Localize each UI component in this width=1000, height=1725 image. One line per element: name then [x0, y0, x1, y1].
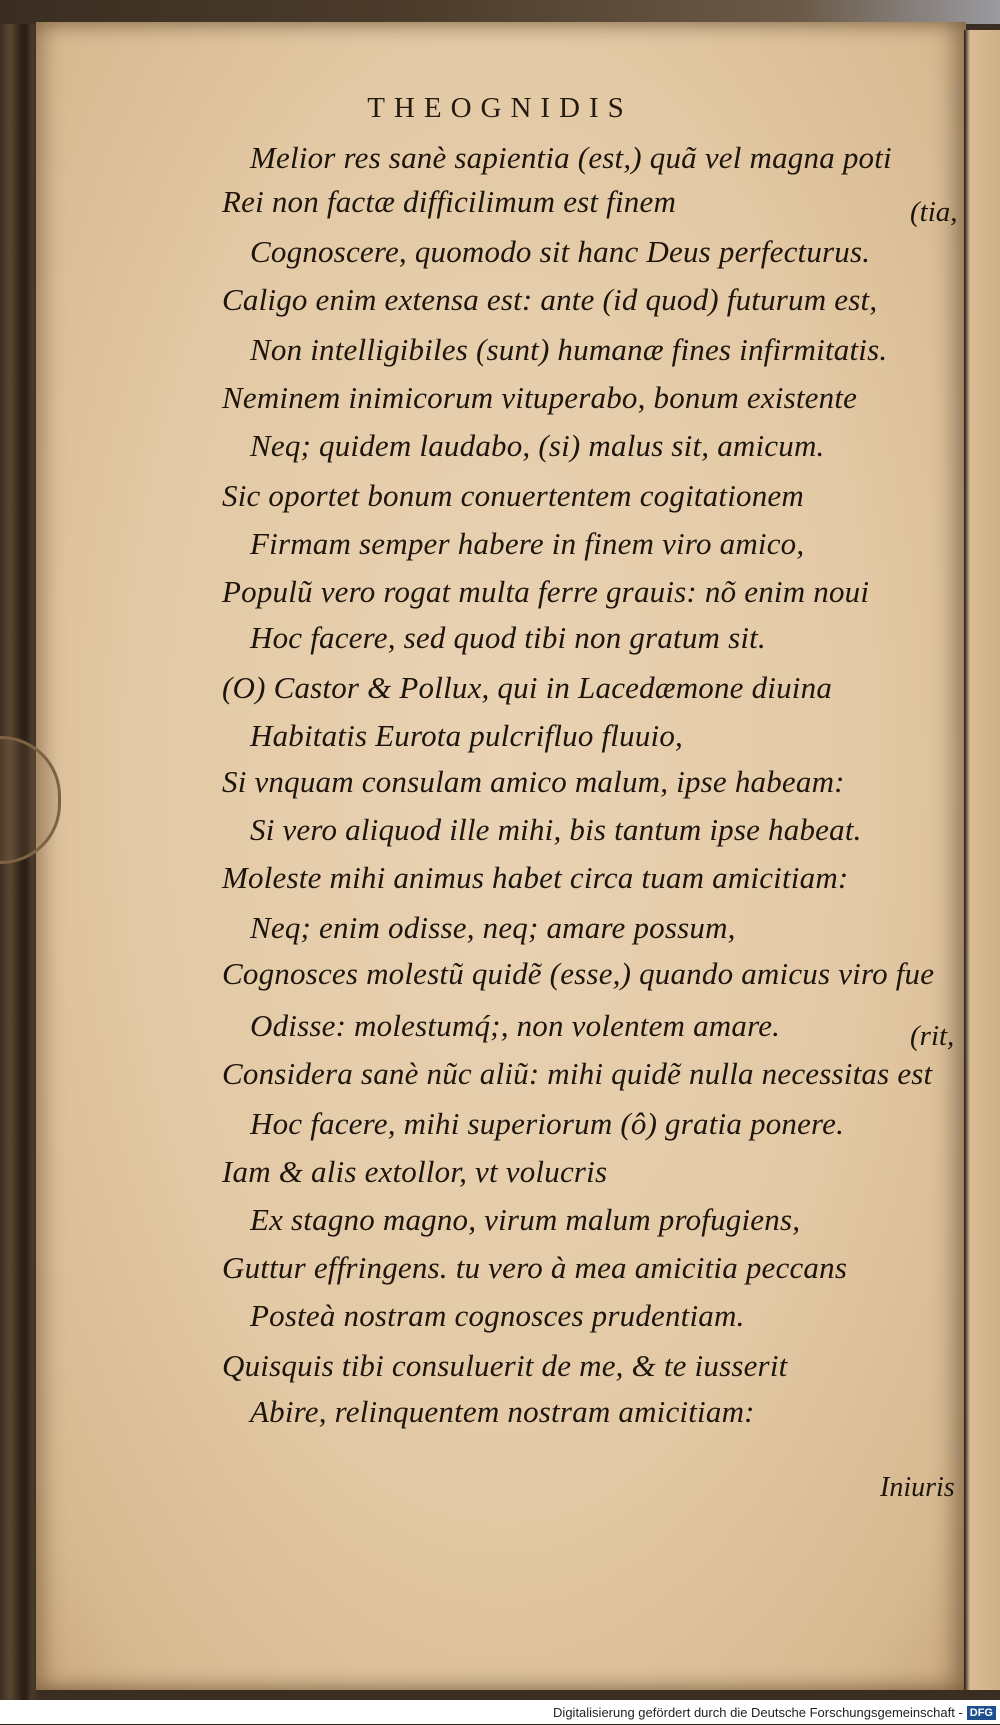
footer-text: Digitalisierung gefördert durch die Deutsche Forschungsgemeinschaft - — [553, 1704, 963, 1720]
verse-line: Caligo enim extensa est: ante (id quod) futurum est, — [222, 282, 878, 317]
line-continuation: (tia, — [910, 196, 958, 228]
verse-line: Cognosces molestũ quidẽ (esse,) quando amicus viro fue — [222, 956, 935, 991]
verse-line: Ex stagno magno, virum malum profugiens, — [250, 1202, 801, 1237]
verse-line: Hoc facere, sed quod tibi non gratum sit. — [250, 620, 766, 655]
verse-line: Neminem inimicorum vituperabo, bonum existente — [222, 380, 858, 415]
verse-line: Melior res sanè sapientia (est,) quã vel magna poti — [250, 140, 892, 175]
verse-line: Quisquis tibi consuluerit de me, & te iusserit — [222, 1348, 788, 1383]
verse-line: Rei non factæ difficilimum est finem — [222, 184, 677, 219]
verse-line: Iam & alis extollor, vt volucris — [222, 1154, 608, 1189]
verse-line: Sic oportet bonum conuertentem cogitationem — [222, 478, 804, 513]
line-continuation: (rit, — [910, 1020, 955, 1052]
verse-line: Non intelligibiles (sunt) humanæ fines infirmitatis. — [250, 332, 888, 367]
verse-line: Populũ vero rogat multa ferre grauis: nõ enim noui — [222, 574, 870, 609]
verse-line: Considera sanè nũc aliũ: mihi quidẽ nulla necessitas est — [222, 1056, 933, 1091]
verse-line: Hoc facere, mihi superiorum (ô) gratia ponere. — [250, 1106, 845, 1141]
running-head: THEOGNIDIS — [367, 92, 633, 124]
book-top-edge — [0, 0, 1000, 24]
verse-line: Si vnquam consulam amico malum, ipse habeam: — [222, 764, 845, 799]
verse-line: Cognoscere, quomodo sit hanc Deus perfecturus. — [250, 234, 871, 269]
catchword: Iniuris — [880, 1472, 955, 1503]
facing-page-edge — [964, 30, 1000, 1690]
verse-line: Firmam semper habere in finem viro amico, — [250, 526, 805, 561]
verse-line: (O) Castor & Pollux, qui in Lacedæmone diuina — [222, 670, 833, 705]
verse-line: Neq; quidem laudabo, (si) malus sit, amicum. — [250, 428, 825, 463]
verse-line: Moleste mihi animus habet circa tuam amicitiam: — [222, 860, 849, 895]
verse-line: Neq; enim odisse, neq; amare possum, — [250, 910, 736, 945]
verse-line: Si vero aliquod ille mihi, bis tantum ipse habeat. — [250, 812, 862, 847]
verse-line: Habitatis Eurota pulcrifluo fluuio, — [250, 718, 683, 753]
verse-line: Posteà nostram cognosces prudentiam. — [250, 1298, 745, 1333]
dfg-logo: DFG — [967, 1706, 996, 1720]
verse-line: Abire, relinquentem nostram amicitiam: — [250, 1394, 755, 1429]
verse-line: Odisse: molestumq́;, non volentem amare. — [250, 1008, 781, 1043]
verse-line: Guttur effringens. tu vero à mea amicitia peccans — [222, 1250, 848, 1285]
book-page — [36, 22, 966, 1690]
footer-credit — [0, 1700, 1000, 1724]
